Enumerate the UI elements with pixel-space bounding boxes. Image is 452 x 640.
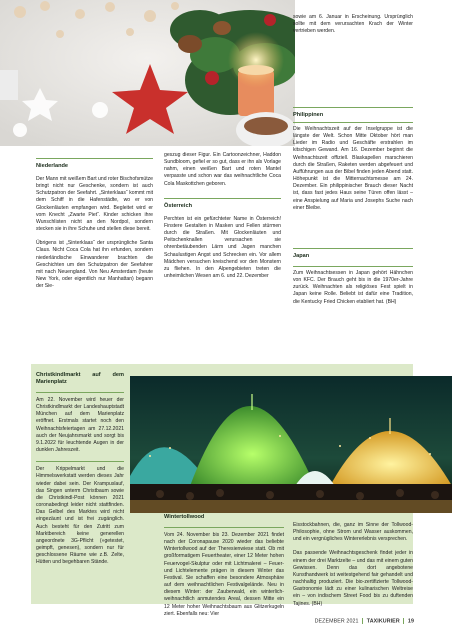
article-netherlands [36,158,153,290]
paragraph: Am 22. November wird heuer der Christkindlmarkt der Landeshauptstadt München auf dem Marienplatz eröffnet. Erstmals startet noch den Weihnachtsfeiertagen am 27.12.2021 auch der Neujahrsmarkt und sorgt bis 9.1.2022 für leuchtende Augen in der dunklen Jahreszeit. [36,397,124,454]
heading-rule [36,461,124,462]
heading-rule [36,392,124,393]
footer-separator [403,618,404,624]
christmas-decoration-photo [0,0,295,146]
heading-austria: Österreich [164,202,192,209]
paragraph: Der Krippelmarkt und die Himmelswerkstatt werden dieses Jahr wieder dabei sein. Der Krampuslauf, das Singen unterm Christbaum sowie die Christkindl-Post können 2021 coronabedingt leider nicht stattfinden. Das Gelbel des Marktes wird nicht eingezäunt und ist frei zugänglich. Auch besteht für den Zutritt zum Marktbereich keine generellen angeordnete 3G-Pflicht (»getestet, geimpft, genesen), sondern nur für geschlossene Räume wie z.B. Zelte, Hütten und begehbaren Stände. [36,466,124,566]
article-japan [293,248,413,306]
paragraph: sowie am 6. Januar in Erscheinung. Ursprünglich sollte mit dem verursachten Krach der Winter vertrieben werden. [293,14,413,35]
paragraph: Der Mann mit weißem Bart und roter Bischofsmütze bringt nicht nur Geschenke, sondern ist auch Schutzpatron der Seefahrt. „Sinterklaas“ kommt mit dem Schiff in die Hafenstädte, wo er von Glockenläuten empfangen wird. Begleitet wird er vom Knecht „Zwarte Piet“. Kinder schicken ihre Wunschlisten nicht an den Nordpol, sondern stecken sie in ihre Schuhe und stellen diese bereit. [36,176,153,233]
box-christkindlmarkt [36,372,124,566]
box-wintertollwood-continued [293,522,413,608]
paragraph: Perchten ist ein gefürchteter Name in Österreich! Finstere Gestalten in Masken und Fellen stürmen durch die Straßen. Mit Glockenläuten und Peitschenknallen verursachen sie ohrenbetäubenden Lärm und Jagen manchen Schaulustigen Angst und Schrecken ein. Vor allem Mädchen versuchen kreischend vor den Monstern zu fliehen. In den Alpengebieten treten die unheimlichen Wesen am 6. und 22. Dezember [164,215,281,280]
heading-rule [164,527,284,528]
tollwood-festival-photo [130,376,452,513]
paragraph: geszug dieser Figur. Ein Cartoonzeichner, Haddon Sundbloom, gefiel er so gut, dass er ihn als Vorlage nahm, einen weißen Bart und roten Mantel verpasste und schon war das weihnachtliche Coca Cola Maskottchen geboren. [164,152,281,187]
heading-rule [293,266,413,267]
paragraph: Das passende Weihnachtsgeschenk findet jeder in einem der drei Marktzelte – und das mit einem guten Gewissen. Denn das dort angebotene Kunsthandwerk ist weitestgehend fair gehandelt und nachhaltig produziert. Die bio-zertifizierte Tollwood-Gastronomie lädt zu einer kulinarischen Weltreise ein – von indischem Street Food bis zu duftenden Tajines. (BH) [293,550,413,607]
magazine-name: TAXIKURIER [366,618,400,625]
article-philippines [293,107,413,212]
heading-rule [164,198,281,199]
footer-separator [362,618,363,624]
page-number: 19 [407,618,414,625]
article-austria-end [293,14,413,35]
heading-rule [293,107,413,108]
heading-netherlands: Niederlande [36,163,69,169]
heading-wintertollwood: Wintertollwood [164,514,205,520]
heading-rule [293,122,413,123]
heading-philippines: Philippinen [293,112,324,118]
heading-japan: Japan [293,253,310,259]
paragraph: Eisstockbahnen, die, ganz im Sinne der Tollwood-Philosophie, ohne Strom und Wasser auskommen, und ein vergnügliches Wintererlebnis versprechen. [293,522,413,543]
heading-rule [293,248,413,249]
page-footer [315,618,414,624]
issue-date: DEZEMBER 2021 [314,618,359,625]
paragraph: Übrigens ist „Sinterklaas“ der ursprüngliche Santa Claus. Nicht Coca Cola hat ihn erfunden, sondern niederländische Einwanderer brachten die Geschichten um den Schutzpatron der Seefahrer mit nach Neuengland. Von Neu Amsterdam (heute New York, oder eigentlich nur Manhattan) begann der Sie- [36,240,153,290]
paragraph: Zum Weihnachtsessen in Japan gehört Hähnchen von KFC. Der Brauch geht bis in die 1970er-Jahre zurück. Weihnachten als religiöses Fest spielt in Japan keine Rolle. Beliebt ist dafür eine Tradition, die Kentucky Fried Chicken etabliert hat. (BH) [293,270,413,305]
article-continued [164,152,281,280]
box-wintertollwood [164,514,284,618]
heading-christkindlmarkt: Christkindlmarkt auf dem Marienplatz [36,372,124,385]
paragraph: Die Weihnachtszeit auf der Inselgruppe ist die längste der Welt. Schon Mitte Oktober hört man Lieder im Radio und Geschäfte erstrahlen im kitschigen Gewand. Am 16. Dezember beginnt die Weihnachtszeit offiziell. Blaskapellen marschieren durch die Straßen, Raketen werden abgefeuert und Aufführungen aus der Bibel finden jeden Abend statt. Höhepunkt ist die Mitternachtsmesse am 24. Dezember. Ein philippinischer Brauch dieser Nacht ist, dass fast jedes Haus seine Türen offen lässt – eine Anspielung auf Maria und Josephs Suche nach einer Bleibe. [293,126,413,211]
paragraph: Vom 24. November bis 23. Dezember 2021 findet nach der Coronapause 2020 wieder das beliebte Wintertollwood auf der Theresienwiese statt. Ob mit großformatigem Feuertheater, einer 12 Meter hohen Feuervogel-Skulptur oder mit Lichtmalerei – Feuer- und Lichtelemente prägen in diesem Winter das Festival. Sie schaffen eine besondere Atmosphäre auf dem weihnachtlichen Festivalgelände. Neu in diesem Winter: der Zauberwald, ein winterlich-weihnachtlich anmutendes Areal, dessen Mitte ein 12 Meter hoher Weihnachtsbaum aus Glitzerkugeln ziert. Ebenfalls neu: Vier [164,532,284,617]
heading-rule [36,158,153,159]
